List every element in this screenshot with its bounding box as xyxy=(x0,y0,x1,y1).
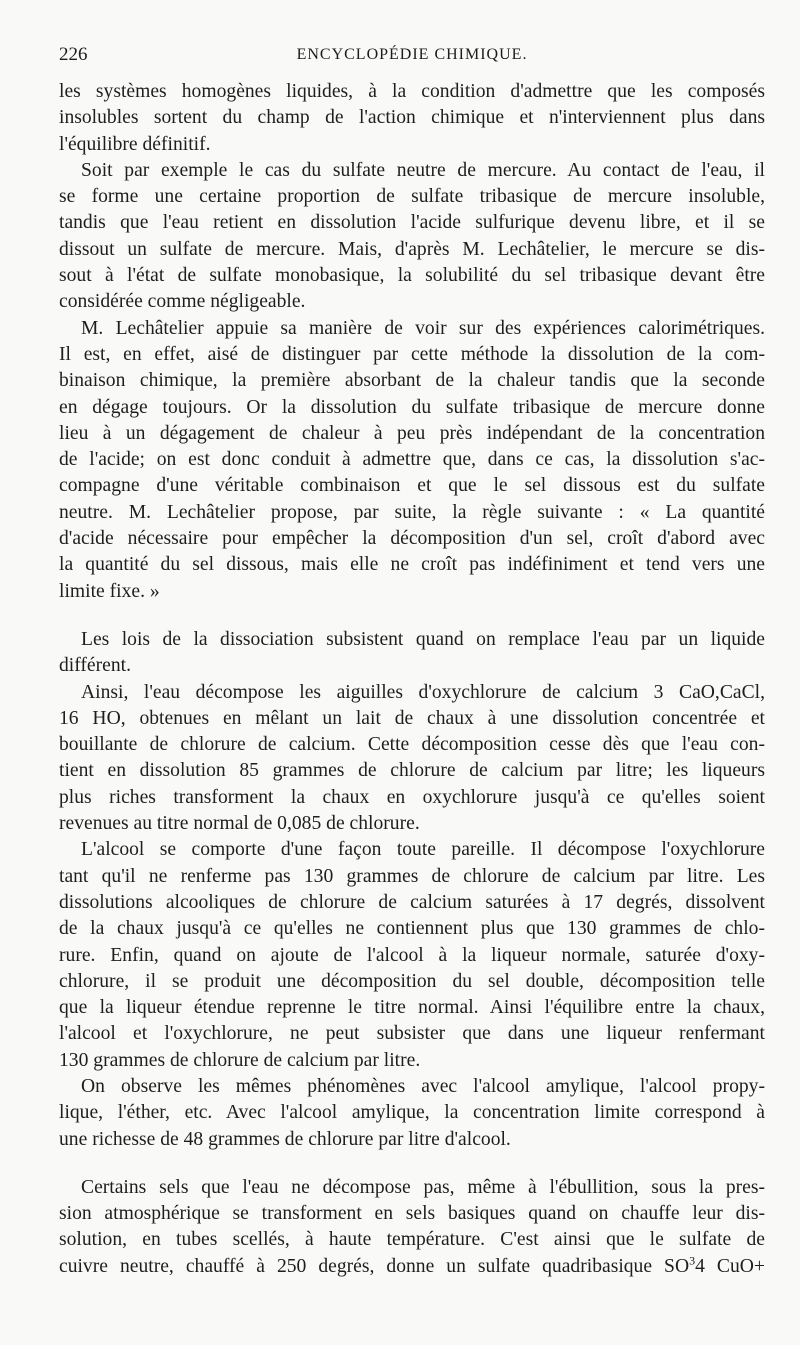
paragraph-3 xyxy=(59,316,765,605)
paragraph-4 xyxy=(59,627,765,680)
text-line: la quantité du sel dissous, mais elle ne croît pas indéfiniment et tend vers une xyxy=(59,554,765,576)
text-line: binaison chimique, la première absorbant de la chaleur tandis que la seconde xyxy=(59,370,765,392)
text-line: solution, en tubes scellés, à haute température. C'est ainsi que le sulfate de xyxy=(59,1229,765,1251)
text-line: l'alcool et l'oxychlorure, ne peut subsister que dans une liqueur renfermant xyxy=(59,1023,765,1045)
text-fragment: 4 CuO+ xyxy=(695,1255,765,1277)
paragraph-8 xyxy=(59,1175,765,1280)
text-line: sout à l'état de sulfate monobasique, la solubilité du sel tribasique devant être xyxy=(59,265,765,287)
text-line: neutre. M. Lechâtelier propose, par suite, la règle suivante : « La quantité xyxy=(59,501,765,523)
paragraph-1 xyxy=(59,79,765,158)
text-line: dissout un sulfate de mercure. Mais, d'après M. Lechâtelier, le mercure se dis- xyxy=(59,238,765,260)
text-line: de la chaux jusqu'à ce qu'elles ne contiennent plus que 130 grammes de chlo- xyxy=(59,918,765,940)
text-line: On observe les mêmes phénomènes avec l'alcool amylique, l'alcool propy- xyxy=(81,1075,765,1097)
text-line: lieu à un dégagement de chaleur à peu près indépendant de la concentration xyxy=(59,422,765,444)
text-line: considérée comme négligeable. xyxy=(59,291,306,313)
paragraph-6 xyxy=(59,837,765,1074)
paragraph-2 xyxy=(59,158,765,316)
text-line: insolubles sortent du champ de l'action chimique et n'interviennent plus dans xyxy=(59,107,765,129)
text-line: tandis que l'eau retient en dissolution l'acide sulfurique devenu libre, et il se xyxy=(59,212,765,234)
text-line: différent. xyxy=(59,655,131,677)
text-line: lique, l'éther, etc. Avec l'alcool amylique, la concentration limite correspond à xyxy=(59,1102,765,1124)
text-line: une richesse de 48 grammes de chlorure par litre d'alcool. xyxy=(59,1128,511,1150)
text-line: 16 HO, obtenues en mêlant un lait de chaux à une dissolution concentrée et xyxy=(59,707,765,729)
paragraph-7 xyxy=(59,1074,765,1153)
text-line: les systèmes homogènes liquides, à la condition d'admettre que les composés xyxy=(59,81,765,102)
text-line: tient en dissolution 85 grammes de chlorure de calcium par litre; les liqueurs xyxy=(59,760,765,782)
text-line-formula xyxy=(59,1254,765,1280)
text-line: dissolutions alcooliques de chlorure de calcium saturées à 17 degrés, dissolvent xyxy=(59,891,765,913)
page-header xyxy=(59,44,765,70)
text-line: en dégage toujours. Or la dissolution du sulfate tribasique de mercure donne xyxy=(59,396,765,418)
text-fragment: cuivre neutre, chauffé à 250 degrés, donne un sulfate quadribasique SO xyxy=(59,1255,690,1277)
text-line: L'alcool se comporte d'une façon toute pareille. Il décompose l'oxychlorure xyxy=(81,839,765,861)
text-line: Il est, en effet, aisé de distinguer par cette méthode la dissolution de la com- xyxy=(59,343,765,365)
section-gap xyxy=(59,605,765,627)
text-line: bouillante de chlorure de calcium. Cette décomposition cesse dès que l'eau con- xyxy=(59,734,765,756)
text-line: rure. Enfin, quand on ajoute de l'alcool à la liqueur normale, saturée d'oxy- xyxy=(59,944,765,966)
text-line: se forme une certaine proportion de sulfate tribasique de mercure insoluble, xyxy=(59,186,765,208)
text-line: M. Lechâtelier appuie sa manière de voir sur des expériences calorimétriques. xyxy=(81,317,765,339)
text-line: Soit par exemple le cas du sulfate neutre de mercure. Au contact de l'eau, il xyxy=(81,159,765,181)
running-title: ENCYCLOPÉDIE CHIMIQUE. xyxy=(296,46,528,63)
paragraph-5 xyxy=(59,680,765,838)
text-line: sion atmosphérique se transforment en sels basiques quand on chauffe leur dis- xyxy=(59,1203,765,1225)
text-line: chlorure, il se produit une décomposition du sel double, décomposition telle xyxy=(59,970,765,992)
superscript: 3 xyxy=(689,1253,696,1268)
section-gap xyxy=(59,1153,765,1175)
text-line: l'équilibre définitif. xyxy=(59,133,211,155)
text-line: revenues au titre normal de 0,085 de chlorure. xyxy=(59,813,420,835)
text-line: tant qu'il ne renferme pas 130 grammes de chlorure de calcium par litre. Les xyxy=(59,865,765,887)
text-line: plus riches transforment la chaux en oxychlorure jusqu'à ce qu'elles soient xyxy=(59,786,765,808)
text-line: que la liqueur étendue reprenne le titre normal. Ainsi l'équilibre entre la chaux, xyxy=(59,997,765,1019)
text-line: d'acide nécessaire pour empêcher la décomposition d'un sel, croît d'abord avec xyxy=(59,528,765,550)
text-line: Les lois de la dissociation subsistent quand on remplace l'eau par un liquide xyxy=(81,628,765,650)
text-line: compagne d'une véritable combinaison et que le sel dissous est du sulfate xyxy=(59,475,765,497)
text-line: Certains sels que l'eau ne décompose pas, même à l'ébullition, sous la pres- xyxy=(81,1176,765,1198)
text-line: de l'acide; on est donc conduit à admettre que, dans ce cas, la dissolution s'ac- xyxy=(59,449,765,471)
text-line: Ainsi, l'eau décompose les aiguilles d'oxychlorure de calcium 3 CaO,CaCl, xyxy=(81,681,765,703)
body-text xyxy=(59,79,765,1280)
text-line: 130 grammes de chlorure de calcium par litre. xyxy=(59,1049,421,1071)
page-number: 226 xyxy=(59,44,88,65)
text-line: limite fixe. » xyxy=(59,580,160,602)
